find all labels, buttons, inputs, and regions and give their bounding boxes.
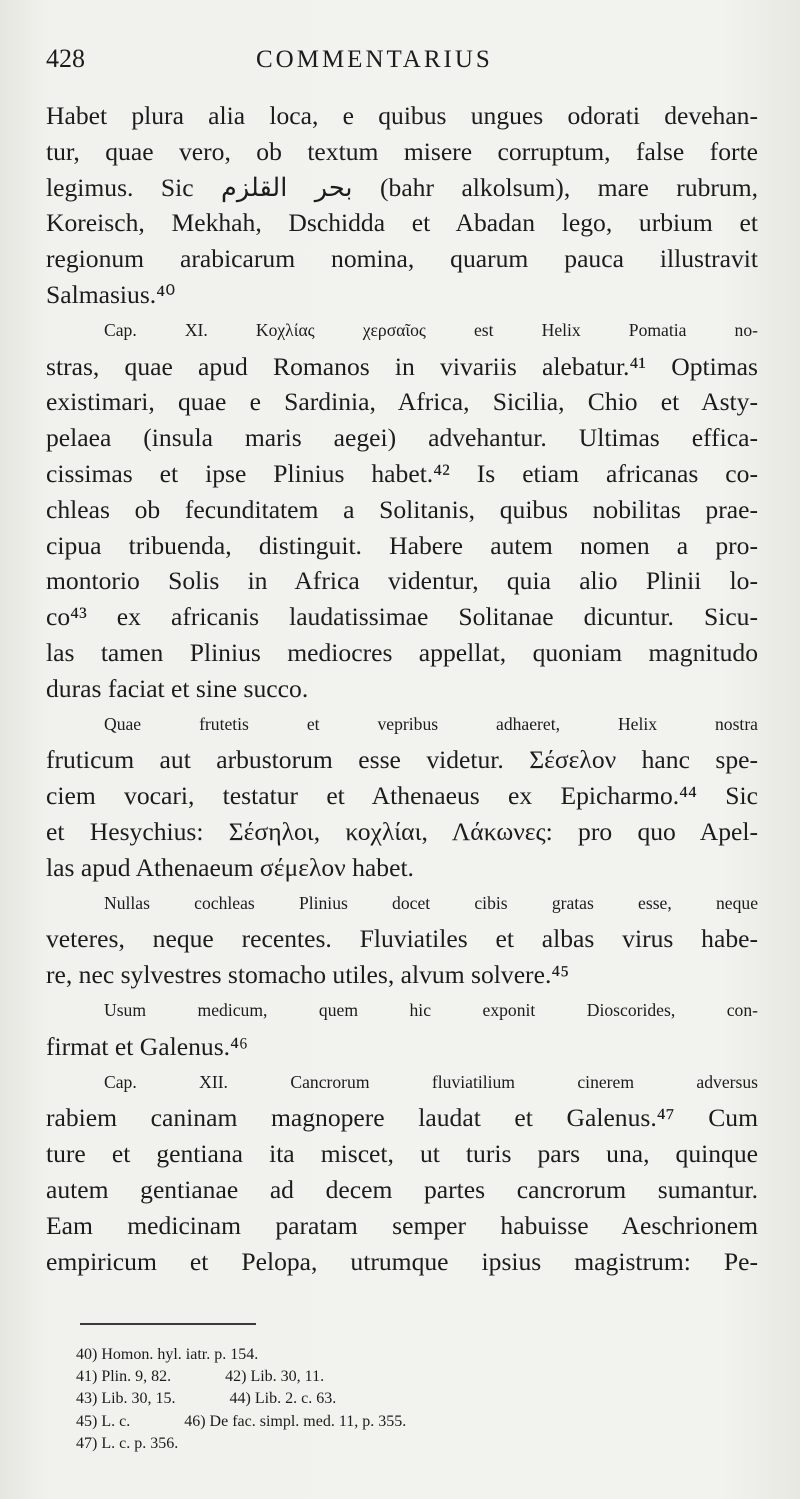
footnote: 47) L. c. p. 356. (76, 1434, 179, 1452)
text-line: chleas ob fecunditatem a Solitanis, quibus nobilitas prae- (46, 494, 758, 524)
footnote: 41) Plin. 9, 82. (76, 1368, 172, 1386)
text-line: regionum arabicarum nomina, quarum pauca illustravit (46, 244, 758, 274)
footnote-line (76, 1411, 536, 1433)
text-line: Cap. XII. Cancrorum fluviatilium cinerem adversus (104, 1071, 758, 1092)
text-line: Cap. XI. Κοχλίας χερσαῖος est Helix Pomatia no- (104, 319, 758, 340)
footnote-line (76, 1366, 536, 1388)
page-header (46, 44, 760, 84)
footnote: 44) Lib. 2. c. 63. (229, 1390, 337, 1408)
footnote: 45) L. c. (76, 1412, 131, 1430)
text-line: firmat et Galenus.⁴⁶ (46, 1031, 248, 1061)
text-line: autem gentianae ad decem partes cancrorum sumantur. (46, 1174, 758, 1204)
text-line: pelaea (insula maris aegei) advehantur. Ultimas effica- (46, 423, 758, 453)
footnote: 43) Lib. 30, 15. (76, 1390, 176, 1408)
text-line: empiricum et Pelopa, utrumque ipsius magistrum: Pe- (46, 1246, 758, 1276)
running-title: COMMENTARIUS (256, 46, 493, 73)
text-line: et Hesychius: Σέσηλοι, κοχλίαι, Λάκωνες: pro quo Apel- (46, 816, 758, 846)
text-line: legimus. Sic بحر القلزم (bahr alkolsum), mare rubrum, (46, 172, 758, 202)
text-line: rabiem caninam magnopere laudat et Galenus.⁴⁷ Cum (46, 1103, 758, 1133)
text-line: ture et gentiana ita miscet, ut turis pars una, quinque (46, 1139, 758, 1169)
text-line: re, nec sylvestres stomacho utiles, alvum solvere.⁴⁵ (46, 960, 570, 990)
text-line: tur, quae vero, ob textum misere corruptum, false forte (46, 136, 758, 166)
page-number: 428 (46, 44, 85, 73)
text-line: veteres, neque recentes. Fluviatiles et albas virus habe- (46, 924, 758, 954)
text-line: stras, quae apud Romanos in vivariis alebatur.⁴¹ Optimas (46, 351, 758, 381)
footnote-line (76, 1344, 536, 1366)
text-line: las apud Athenaeum σέμελον habet. (46, 852, 414, 882)
footnote-line (76, 1433, 536, 1455)
text-line: Salmasius.⁴⁰ (46, 279, 176, 309)
text-line: Eam medicinam paratam semper habuisse Aeschrionem (46, 1210, 758, 1240)
text-line: Nullas cochleas Plinius docet cibis gratas esse, neque (104, 892, 758, 913)
text-line: Usum medicum, quem hic exponit Dioscorides, con- (104, 999, 758, 1020)
text-line: ciem vocari, testatur et Athenaeus ex Epicharmo.⁴⁴ Sic (46, 781, 758, 811)
text-line: Quae frutetis et vepribus adhaeret, Helix nostra (104, 713, 758, 734)
footnote-line (76, 1388, 536, 1410)
footnote-rule (80, 1323, 256, 1325)
text-line: co⁴³ ex africanis laudatissimae Solitanae dicuntur. Sicu- (46, 602, 758, 632)
text-line: existimari, quae e Sardinia, Africa, Sicilia, Chio et Asty- (46, 387, 758, 417)
text-line: las tamen Plinius mediocres appellat, quoniam magnitudo (46, 637, 758, 667)
text-line: fruticum aut arbustorum esse videtur. Σέσελον hanc spe- (46, 745, 758, 775)
footnote: 40) Homon. hyl. iatr. p. 154. (76, 1346, 259, 1363)
footnotes (76, 1344, 536, 1455)
text-line: montorio Solis in Africa videntur, quia alio Plinii lo- (46, 566, 758, 596)
footnote: 46) De fac. simpl. med. 11, p. 355. (184, 1412, 407, 1430)
text-line: Koreisch, Mekhah, Dschidda et Abadan lego, urbium et (46, 208, 758, 238)
text-line: Habet plura alia loca, e quibus ungues odorati devehan- (46, 101, 758, 130)
text-line: cipua tribuenda, distinguit. Habere autem nomen a pro- (46, 530, 758, 560)
footnote: 42) Lib. 30, 11. (225, 1368, 325, 1386)
main-text (46, 98, 758, 1279)
text-line: cissimas et ipse Plinius habet.⁴² Is etiam africanas co- (46, 458, 758, 488)
text-line: duras faciat et sine succo. (46, 673, 309, 703)
